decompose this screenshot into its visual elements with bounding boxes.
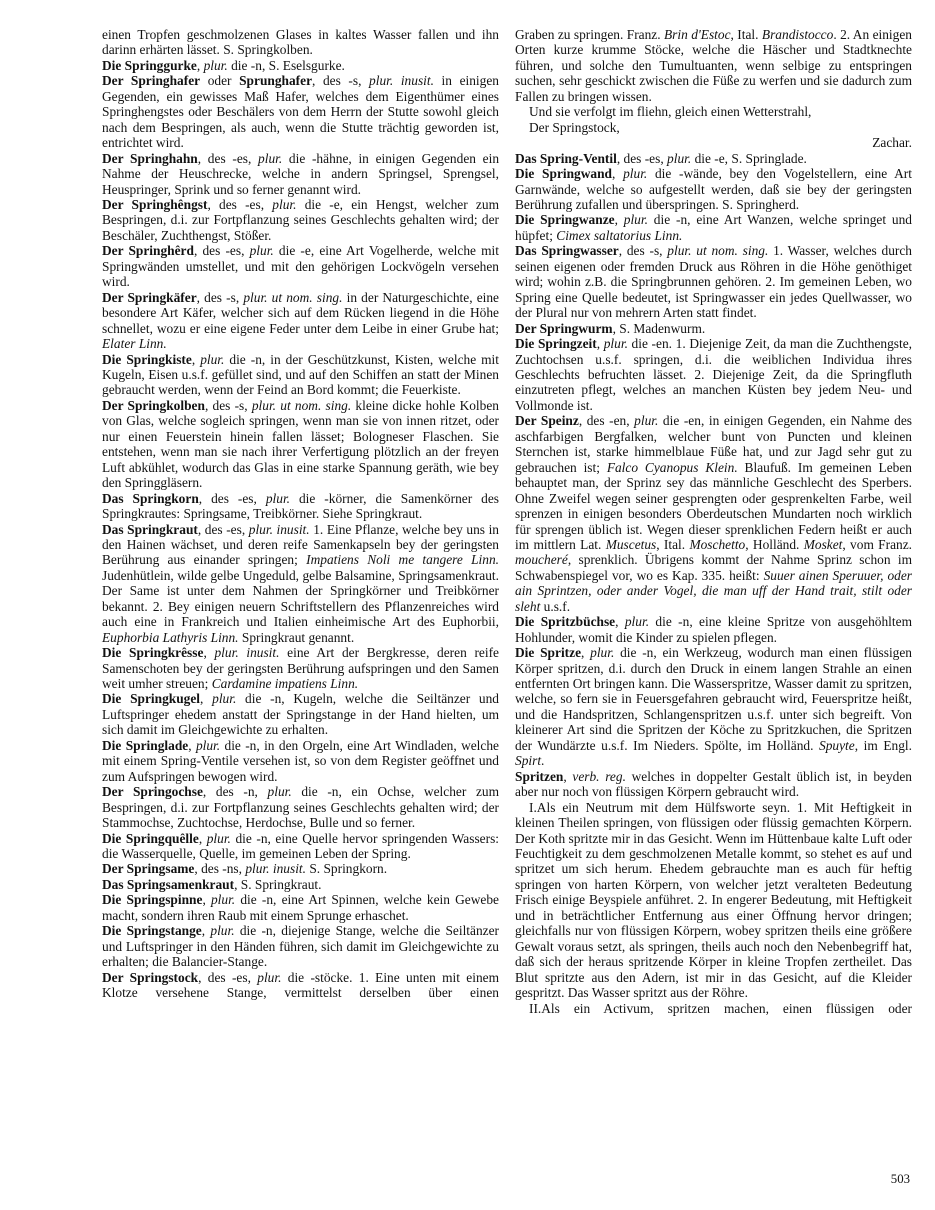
entry-springwasser: Das Springwasser, des -s, plur. ut nom. sing. 1. Wasser, welches durch seinen eigenen oder fremden Druck aus Röhren in die Höhe genöthiget wird; wohin z.B. die Springbrunnen gehören. 2. Im gemeinen Leben, wo Spring eine Quelle bedeutet, ist Springwasser ein jedes Quellwasser, wo der Plural nur von mehrern Arten statt findet. — [515, 243, 912, 321]
entry-springkorn: Das Springkorn, des -es, plur. die -körner, die Samenkörner des Springkrautes: Springsame, Treibkörner. Siehe Springkraut. — [102, 490, 499, 522]
entry-springzeit: Die Springzeit, plur. die -en. 1. Diejenige Zeit, da man die Zuchthengste, Zuchtochsen u.s.f. springen, d.i. die weiblichen Individua ihres Geschlechts befruchten lässet. 2. Diejenige Zeit, da die Springfluth einzutreten pflegt, welches an manchen Küsten bey jedem Neu- und Vollmonde ist. — [515, 336, 912, 413]
entry-springkaefer: Der Springkäfer, des -s, plur. ut nom. sing. in der Naturgeschichte, eine besondere Art Käfer, welcher sich auf dem Rücken liegend in die Höhe schnellet, wozu er eine eigene Feder unter dem Leibe in einer Grube hat; Elater Linn. — [102, 289, 499, 352]
entry-springhengst: Der Springhêngst, des -es, plur. die -e, ein Hengst, welcher zum Bespringen, d.i. zur Fortpflanzung seines Geschlechts gehalten wird; der Beschäler, Zuchthengst, Stößer. — [102, 196, 499, 243]
spritzen-activum-paragraph: II.Als ein Activum, spritzen machen, einen flüssigen oder — [529, 1000, 912, 1016]
entry-spritzen: Spritzen, verb. reg. welches in doppelter Gestalt üblich ist, in beyden aber nur noch von flüssigen Körpern gebraucht wird. — [515, 768, 912, 800]
left-column — [102, 27, 499, 1016]
entry-springsamenkraut: Das Springsamenkraut, S. Springkraut. — [102, 876, 322, 892]
entry-springwanze: Die Springwanze, plur. die -n, eine Art Wanzen, welche springet und hüpfet; Cimex saltatorius Linn. — [515, 212, 912, 243]
entry-springlade: Die Springlade, plur. die -n, in den Orgeln, eine Art Windladen, welche mit einem Spring-Ventile versehen ist, so von dem Register geöffnet und zum Aufspringen bewogen wird. — [102, 737, 499, 784]
right-column — [515, 27, 912, 1016]
entry-springkugel: Die Springkugel, plur. die -n, Kugeln, welche die Seiltänzer und Luftspringer ehedem anstatt der Springstange in der Hand hielten, um sich damit im Gleichgewichte zu erhalten. — [102, 691, 499, 738]
verse-attribution: Zachar. — [872, 135, 912, 151]
entry-springwand: Die Springwand, plur. die -wände, bey den Vogelstellern, eine Art Garnwände, welche so aufgestellt werden, daß sie bey der geringsten Berührung zufallen und überspringen. S. Springherd. — [515, 166, 912, 212]
entry-springherd: Der Springhêrd, des -es, plur. die -e, eine Art Vogelherde, welche mit Springwänden umstellet, und mit den gehörigen Lockvögeln versehen wird. — [102, 243, 499, 290]
entry-springwurm: Der Springwurm, S. Madenwurm. — [515, 320, 706, 336]
entry-springstock: Der Springstock, des -es, plur. die -stöcke. 1. Eine unten mit einem Klotze versehene Stange, vermittelst derselben über einen — [102, 969, 500, 1001]
entry-spring-ventil: Das Spring-Ventil, des -es, plur. die -e, S. Springlade. — [515, 150, 807, 166]
dictionary-page — [102, 27, 912, 1016]
entry-springkresse: Die Springkrêsse, plur. inusit. eine Art der Bergkresse, deren reife Samenschoten bey der geringsten Berührung aufspringen und den Samen weit umher streuen; Cardamine impatiens Linn. — [102, 645, 499, 692]
spritzen-neutrum-paragraph: I.Als ein Neutrum mit dem Hülfsworte seyn. 1. Mit Heftigkeit in kleinen Theilen springen, von flüssigen oder flüssig gemachten Körpern. Der Koth spritzte mir in das Gesicht. Wenn im Hüttenbaue kalte Luft oder Feuchtigkeit zu dem geschmolzenen Metalle kommt, so stehet es auf und spritzet um sich herum. Ehedem gebrauchte man es auch für heftig springen von harten Körpern, von welcher jetzt veralteten Bedeutung Frisch einige Beyspiele anführet. 2. In engerer Bedeutung, mit Heftigkeit und in beträchtlicher Entfernung aus einer Öffnung hervor dringen; gleichfalls nur von flüssigen Körpern, wobey spritzen theils eine größere Gewalt voraus setzt, als springen, theils auch noch den Nebenbegriff hat, daß sich der heraus spritzende Körper in kleine Tropfen zertheilet. Das Blut spritzte aus den Adern, ist mir in das Gesicht, auf die Kleider gespritzt. Das Wasser spritzt aus der Röhre. — [515, 799, 912, 1001]
verse-line-2: Der Springstock, — [529, 119, 620, 135]
continuation-springstock: Graben zu springen. Franz. Brin d'Estoc, Ital. Brandistocco. 2. An einigen Orten kurze krumme Stöcke, welche die Häscher und Stadtknechte führen, und solche den Tumultuanten, wenn selbige zu entspringen suchen, sehr geschickt zwischen die Füße zu werfen und sie dadurch zum Fallen zu bringen wissen. — [515, 27, 912, 104]
entry-springquelle: Die Springquêlle, plur. die -n, eine Quelle hervor springenden Wassers: die Wasserquelle, Quelle, im gemeinen Leben der Spring. — [102, 830, 500, 862]
entry-springkraut: Das Springkraut, des -es, plur. inusit. 1. Eine Pflanze, welche bey uns in den Hainen wächset, und deren reife Samenkapseln bey der geringsten Berührung aus einander springen; Impatiens Noli me tangere Linn. Judenhütlein, wilde gelbe Ungeduld, gelbe Balsamine, Springsamenkraut. Der Same ist unter dem Nahmen der Springkörner und Treibkörner bekannt. 2. Bey einigen neuern Schriftstellern des Pflanzenreiches wird auch eine in Frankreich und Italien einheimische Art des Euphorbii, Euphorbia Lathyris Linn. Springkraut genannt. — [102, 521, 499, 645]
entry-springstange: Die Springstange, plur. die -n, diejenige Stange, welche die Seiltänzer und Luftspringer in den Händen führen, sich damit im Gleichgewichte zu erhalten; die Balancier-Stange. — [102, 923, 499, 970]
entry-spritzbuechse: Die Spritzbüchse, plur. die -n, eine kleine Spritze von ausgehöhltem Hohlunder, womit die Kinder zu spielen pflegen. — [515, 614, 912, 645]
entry-springspinne: Die Springspinne, plur. die -n, eine Art Spinnen, welche kein Gewebe macht, sondern ihren Raub mit einem Sprunge erhaschet. — [102, 892, 499, 923]
entry-springochse: Der Springochse, des -n, plur. die -n, ein Ochse, welcher zum Bespringen, d.i. zur Fortpflanzung seines Geschlechts gehalten wird; der Stammochse, Zuchtochse, Herdochse, Bulle und so ferner. — [102, 784, 500, 831]
entry-springsame: Der Springsame, des -ns, plur. inusit. S. Springkorn. — [102, 861, 388, 877]
entry-spritze: Die Spritze, plur. die -n, ein Werkzeug, wodurch man einen flüssigen Körper spritzen, d.i. durch den Druck in einem langen Strahle an einen entfernten Ort bringen kann. Die Wasserspritze, Wasser damit zu spritzen, welche, so fern sie in Feuersgefahren gebraucht wird, Feuerspritze heißt, und die Handspritzen, Schlangenspritzen u.s.f. unter sich begreift. Von kleinerer Art sind die Spritzen der Köche zu Spritzkuchen, die Spritzen der Wundärzte u.s.f. Im Nieders. Spölte, im Holländ. Spuyte, im Engl. Spirt. — [515, 645, 912, 769]
entry-springhafer: Der Springhafer oder Sprunghafer, des -s, plur. inusit. in einigen Gegenden, ein gewisses Maß Hafer, welches dem Eigenthümer eines Springhengstes oder Beschälers von dem Herrn der Stutte sowohl gleich nach dem Bespringen, als auch, wenn die Stutte trächtig geworden ist, entrichtet wird. — [102, 73, 499, 151]
page-number: 503 — [890, 1172, 910, 1186]
continuation-from-previous-page: einen Tropfen geschmolzenen Glases in kaltes Wasser fallen und ihn darinn erhärten lässet. S. Springkolben. — [102, 27, 499, 58]
entry-springgurke: Die Springgurke, plur. die -n, S. Eselsgurke. — [102, 57, 345, 73]
verse-line-1: Und sie verfolgt im fliehn, gleich einen Wetterstrahl, — [529, 104, 812, 120]
entry-sprinz: Der Speinz, des -en, plur. die -en, in einigen Gegenden, ein Nahme des aschfarbigen Bergfalken, welcher bunt von Puncten und kleinen Sternchen ist, starke himmelblaue Füße hat, und zur Jagd sehr gut zu gebrauchen ist; Falco Cyanopus Klein. Blaufuß. Im gemeinen Leben behauptet man, der Sprinz sey das männliche Geschlecht des Sperbers. Ohne Zweifel wegen seiner gesprengten oder gesprenkelten Farbe, weil sprenzen in einigen besonders Oberdeutschen Mundarten noch wirklich für sprengen üblich ist. Wegen dieser sprenklichen Federn heißt er auch im mittlern Lat. Muscetus, Ital. Moschetto, Holländ. Mosket, vom Franz. moucheré, sprenklich. Übrigens kommt der Nahme Sprinz schon im Schwabenspiegel vor, wo es Kap. 335. heißt: Suuer ainen Speruuer, oder ain Sprintzen, oder ander Vogel, die man uff der Hand trait, stilt oder sleht u.s.f. — [515, 413, 913, 614]
entry-springkolben: Der Springkolben, des -s, plur. ut nom. sing. kleine dicke hohle Kolben von Glas, welche sogleich springen, wenn man sie von innen ritzet, oder nur einen Feuerstein hinein fallen lässet; Bologneser Flaschen. Sie entstehen, wenn man sie nach ihrer Verfertigung plötzlich an der freyen Luft abkühlet, wodurch das Glas in eine starke Spannung geräth, wie bey den Springgläsern. — [102, 397, 499, 491]
entry-springhahn: Der Springhahn, des -es, plur. die -hähne, in einigen Gegenden ein Nahme der Heuschrecke, welche in andern Springsel, Sprengsel, Heuspringer, Sprink und so ferner genannt wird. — [102, 150, 500, 197]
entry-springkiste: Die Springkiste, plur. die -n, in der Geschützkunst, Kisten, welche mit Kugeln, Eisen u.s.f. gefüllet sind, und auf den Schiffen an statt der Minen gebraucht werden, wenn der Feind an Bord kommt; die Feuerkiste. — [102, 351, 499, 398]
